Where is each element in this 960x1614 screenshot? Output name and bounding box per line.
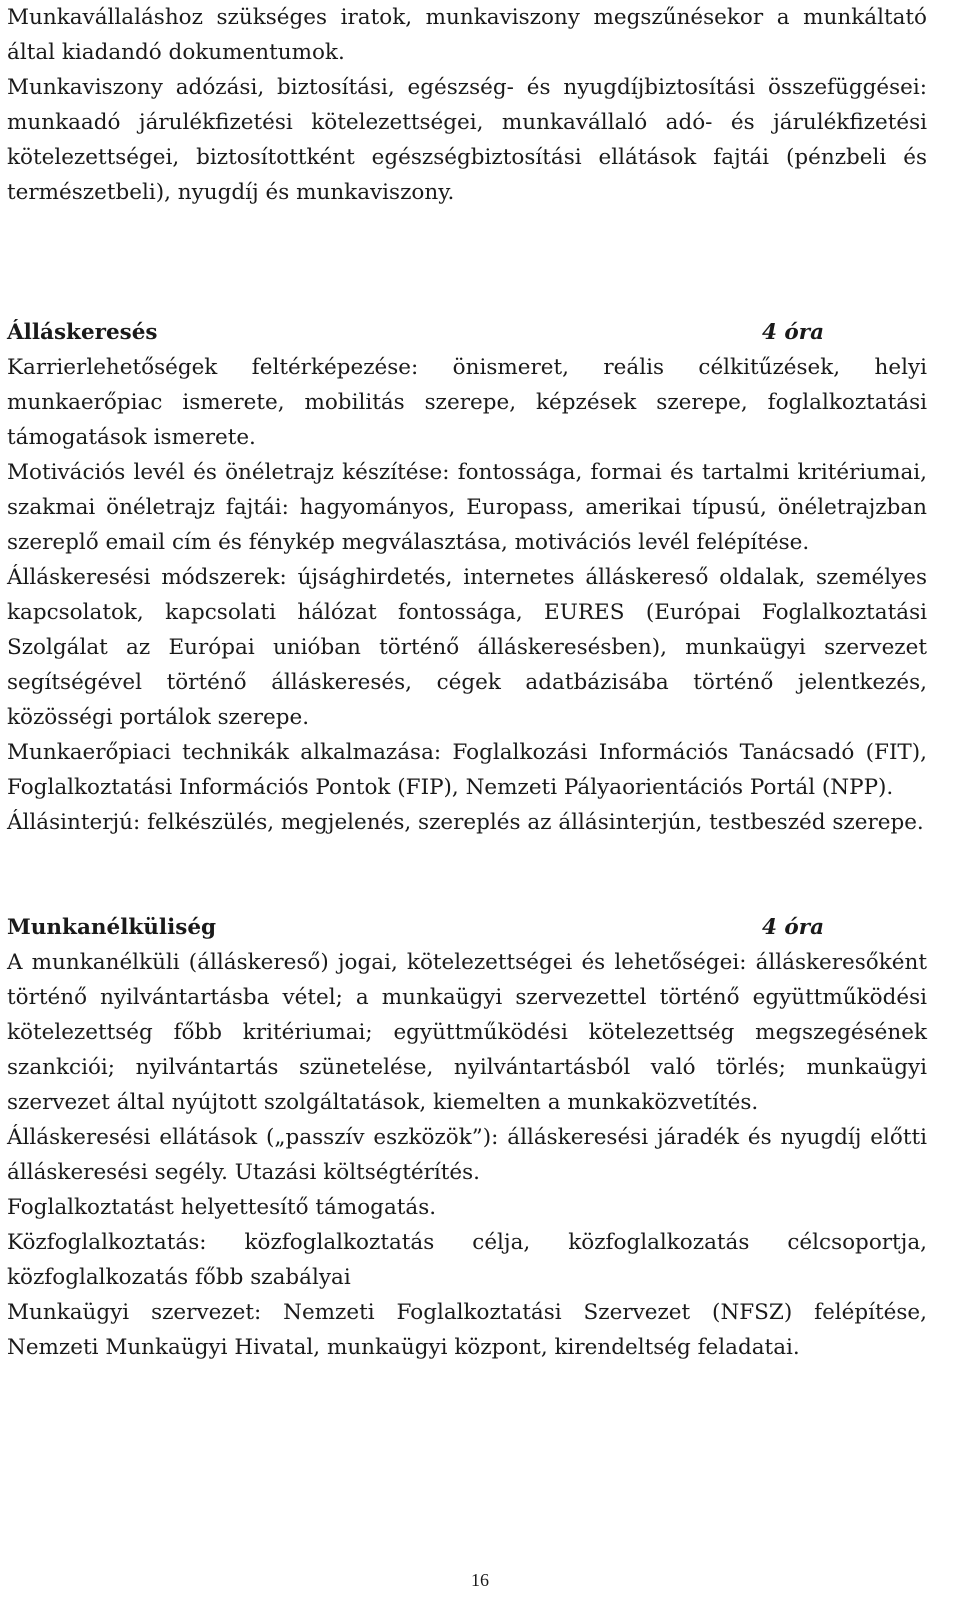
section-paragraph: Állásinterjú: felkészülés, megjelenés, szereplés az állásinterjún, testbeszéd szerepe. (7, 810, 924, 835)
intro-paragraph: Munkaviszony adózási, biztosítási, egészség- és nyugdíjbiztosítási összefüggései: munkaadó járulékfizetési kötelezettségei, munkavállaló adó- és járulékfizetési kötelezettségei, biztosítottként egészségbiztosítási ellátások fajtái (pénzbeli és természetbeli), nyugdíj és munkaviszony. (7, 75, 927, 205)
section-hours: 4 óra (761, 320, 824, 345)
document-page (7, 0, 927, 1365)
section-paragraph: Álláskeresési ellátások („passzív eszközök”): álláskeresési járadék és nyugdíj előtti álláskeresési segély. Utazási költségtérítés. (7, 1125, 927, 1185)
section-title: Álláskeresés (7, 320, 158, 345)
intro-block (7, 0, 927, 210)
section-heading (7, 315, 927, 350)
page-number: 16 (471, 1570, 489, 1590)
intro-paragraph: Munkavállaláshoz szükséges iratok, munkaviszony megszűnésekor a munkáltató által kiadandó dokumentumok. (7, 5, 927, 65)
section-paragraph: Álláskeresési módszerek: újsághirdetés, internetes álláskereső oldalak, személyes kapcsolatok, kapcsolati hálózat fontossága, EURES (Európai Foglalkoztatási Szolgálat az Európai unióban történő álláskeresésben), munkaügyi szervezet segítségével történő álláskeresés, cégek adatbázisába történő jelentkezés, közösségi portálok szerepe. (7, 565, 927, 730)
section-title: Munkanélküliség (7, 915, 217, 940)
section-paragraph: Közfoglalkoztatás: közfoglalkoztatás célja, közfoglalkozatás célcsoportja, közfoglalkozatás főbb szabályai (7, 1230, 927, 1290)
section-paragraph: Motivációs levél és önéletrajz készítése: fontossága, formai és tartalmi kritériumai, szakmai önéletrajz fajtái: hagyományos, Europass, amerikai típusú, önéletrajzban szereplő email cím és fénykép megválasztása, motivációs levél felépítése. (7, 460, 927, 555)
section-paragraph: Munkaerőpiaci technikák alkalmazása: Foglalkozási Információs Tanácsadó (FIT), Foglalkoztatási Információs Pontok (FIP), Nemzeti Pályaorientációs Portál (NPP). (7, 740, 927, 800)
section-hours: 4 óra (761, 915, 824, 940)
section-paragraph: Foglalkoztatást helyettesítő támogatás. (7, 1195, 437, 1220)
section-heading (7, 910, 927, 945)
section-munkanelkuliseg (7, 910, 927, 1365)
section-paragraph: Karrierlehetőségek feltérképezése: önismeret, reális célkitűzések, helyi munkaerőpiac ismerete, mobilitás szerepe, képzések szerepe, foglalkoztatási támogatások ismerete. (7, 355, 927, 450)
section-paragraph: A munkanélküli (álláskereső) jogai, kötelezettségei és lehetőségei: álláskeresőként történő nyilvántartásba vétel; a munkaügyi szervezettel történő együttműködési kötelezettség főbb kritériumai; együttműködési kötelezettség megszegésének szankciói; nyilvántartás szünetelése, nyilvántartásból való törlés; munkaügyi szervezet által nyújtott szolgáltatások, kiemelten a munkaközvetítés. (7, 950, 927, 1115)
section-allaskereses (7, 315, 927, 840)
section-paragraph: Munkaügyi szervezet: Nemzeti Foglalkoztatási Szervezet (NFSZ) felépítése, Nemzeti Munkaügyi Hivatal, munkaügyi központ, kirendeltség feladatai. (7, 1300, 927, 1360)
